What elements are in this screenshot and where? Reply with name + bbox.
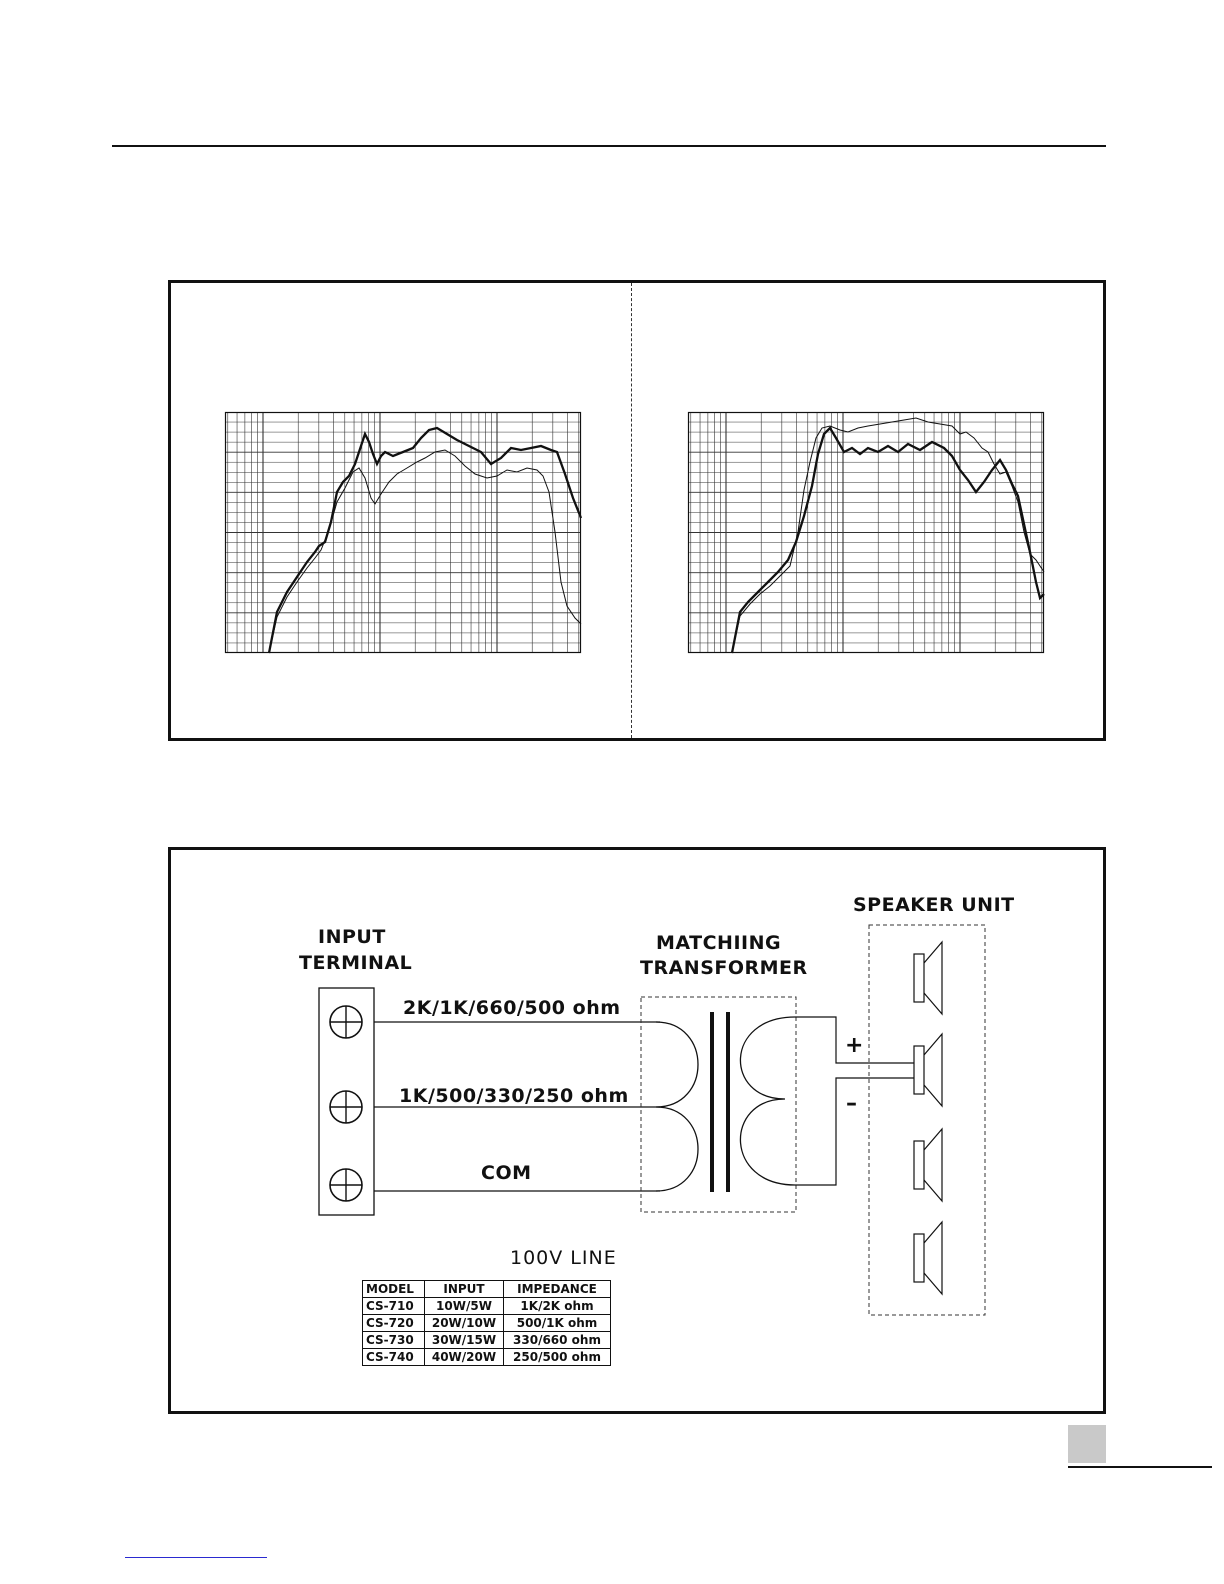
footer-link-underline — [125, 1557, 267, 1558]
terminal-screw-icon — [330, 1091, 362, 1123]
table-row — [363, 1298, 611, 1315]
model-cell: CS-740 — [363, 1349, 425, 1366]
transformer-label: TRANSFORMER — [640, 957, 808, 979]
speaker-icon — [914, 1129, 942, 1201]
model-cell: CS-720 — [363, 1315, 425, 1332]
speaker-icon — [914, 942, 942, 1014]
column-header: INPUT — [425, 1281, 504, 1298]
negative-label: – — [846, 1091, 858, 1116]
impedance-cell: 500/1K ohm — [504, 1315, 611, 1332]
transformer-box — [641, 997, 796, 1212]
impedance-cell: 250/500 ohm — [504, 1349, 611, 1366]
positive-label: + — [845, 1033, 864, 1058]
table-row — [363, 1315, 611, 1332]
tap-1-label: 2K/1K/660/500 ohm — [403, 997, 621, 1019]
input-cell: 30W/15W — [425, 1332, 504, 1349]
input-terminal-label: INPUT — [318, 926, 386, 948]
terminal-screw-icon — [330, 1169, 362, 1201]
table-row — [363, 1349, 611, 1366]
input-cell: 40W/20W — [425, 1349, 504, 1366]
speaker-icon — [914, 1222, 942, 1294]
input-cell: 20W/10W — [425, 1315, 504, 1332]
input-cell: 10W/5W — [425, 1298, 504, 1315]
speaker-unit-box — [869, 925, 985, 1315]
model-cell: CS-730 — [363, 1332, 425, 1349]
column-header: IMPEDANCE — [504, 1281, 611, 1298]
terminal-screw-icon — [330, 1006, 362, 1038]
primary-coil — [656, 1022, 698, 1191]
speaker-icon — [914, 1034, 942, 1106]
line-voltage-label: 100V LINE — [510, 1247, 617, 1269]
secondary-coil — [740, 1017, 795, 1185]
model-cell: CS-710 — [363, 1298, 425, 1315]
table-row — [363, 1332, 611, 1349]
input-terminal-label: TERMINAL — [299, 952, 413, 974]
impedance-cell: 330/660 ohm — [504, 1332, 611, 1349]
column-header: MODEL — [363, 1281, 425, 1298]
com-label: COM — [481, 1162, 532, 1184]
transformer-label: MATCHIING — [656, 932, 782, 954]
page-number-box — [1068, 1425, 1106, 1463]
speaker-unit-label: SPEAKER UNIT — [853, 894, 1015, 916]
model-spec-table — [362, 1280, 611, 1366]
table-header-row — [363, 1281, 611, 1298]
impedance-cell: 1K/2K ohm — [504, 1298, 611, 1315]
tap-2-label: 1K/500/330/250 ohm — [399, 1085, 629, 1107]
footer-rule — [1068, 1466, 1212, 1468]
